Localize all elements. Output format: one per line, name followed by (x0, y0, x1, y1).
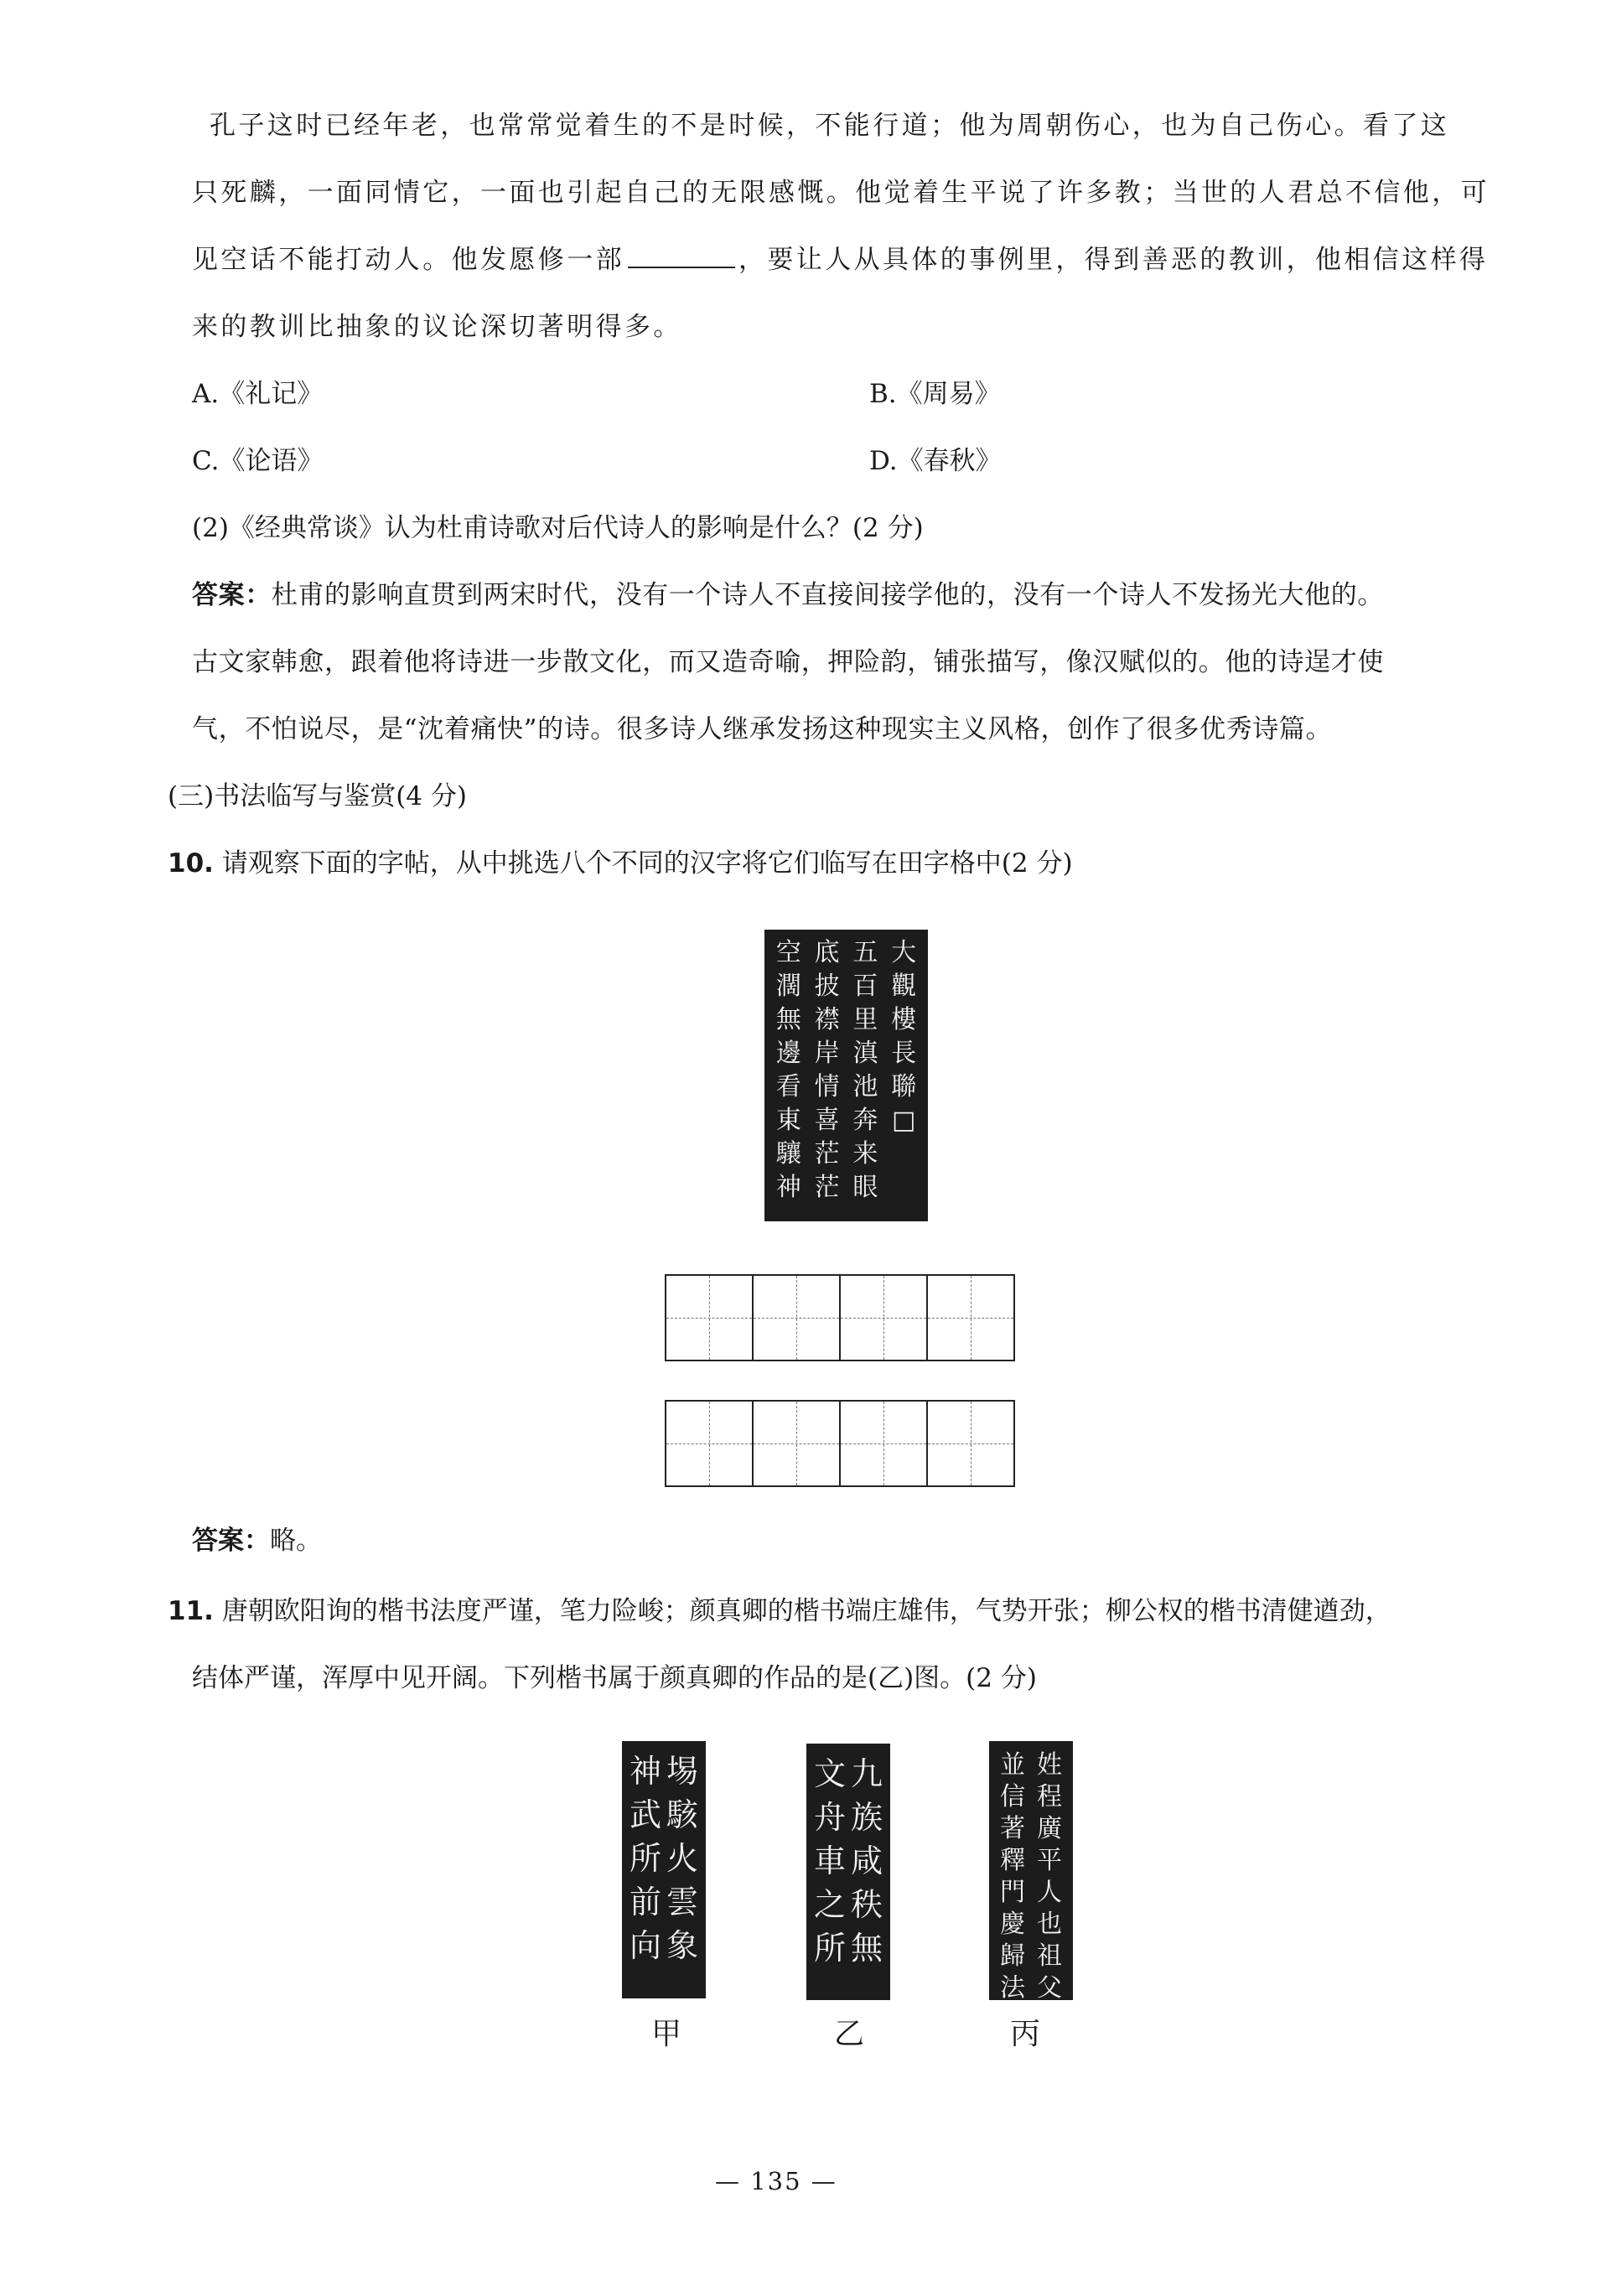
copybook-char: 百 (852, 972, 878, 1001)
tianzige-cell[interactable] (666, 1402, 754, 1485)
copybook-column-2 (847, 936, 885, 1215)
figure-column (1000, 1749, 1025, 2003)
copybook-char: 濶 (775, 972, 801, 1001)
q9-2-question: (2)《经典常谈》认为杜甫诗歌对后代诗人的影响是什么？(2 分) (192, 513, 924, 543)
copybook-char: 長 (891, 1039, 917, 1068)
figure-char: 所 (629, 1840, 661, 1877)
figure-char: 埸 (666, 1753, 698, 1790)
answer-label: 答案： (192, 580, 272, 610)
figure-char: 廣 (1037, 1814, 1062, 1843)
figure-column (630, 1749, 661, 1990)
figure-char: 釋 (1000, 1846, 1025, 1875)
figure-char: 秩 (850, 1886, 883, 1923)
figure-char: 人 (1037, 1878, 1062, 1907)
figure-column (1037, 1749, 1062, 2003)
figure-char: 咸 (850, 1843, 883, 1879)
copybook-char: 大 (891, 938, 917, 967)
copybook-char: 無 (775, 1005, 801, 1034)
answer-text: 杜甫的影响直贯到两宋时代，没有一个诗人不直接间接学他的，没有一个诗人不发扬光大他的。 (271, 580, 1385, 610)
copybook-char: 東 (775, 1106, 801, 1135)
figure-char: 九 (850, 1755, 883, 1792)
figure-char: 信 (1000, 1782, 1025, 1811)
passage-line-3 (192, 243, 1488, 277)
copybook-column-1 (884, 936, 923, 1215)
figure-char: 車 (813, 1843, 846, 1879)
figure-char: 法 (1000, 1973, 1025, 2003)
calligraphy-figure-jia (622, 1741, 706, 1998)
figure-label-bing: 丙 (1010, 2017, 1041, 2051)
q9-2-answer-line-2: 古文家韩愈，跟着他将诗进一步散文化，而又造奇喻，押险韵，铺张描写，像汉赋似的。他的诗逞才使 (192, 647, 1384, 677)
figure-char: 父 (1037, 1973, 1062, 2003)
copybook-char: 岸 (814, 1039, 840, 1068)
question-number: 10. (168, 848, 214, 878)
q11-line-1 (168, 1594, 1391, 1628)
figure-char: 舟 (813, 1799, 846, 1836)
figure-char: 也 (1037, 1910, 1062, 1939)
figure-char: 火 (666, 1840, 698, 1877)
figure-char: 文 (813, 1755, 846, 1792)
copybook-char: 里 (852, 1005, 878, 1034)
tianzige-cell[interactable] (928, 1402, 1013, 1485)
tianzige-row-2 (665, 1400, 1015, 1487)
copybook-char: 空 (775, 938, 801, 967)
copybook-char: 披 (814, 972, 840, 1001)
figure-char: 族 (850, 1799, 883, 1836)
copybook-char: 情 (814, 1072, 840, 1101)
figure-char: 神 (629, 1753, 661, 1790)
calligraphy-figure-yi (806, 1744, 890, 2000)
figure-char: 並 (1000, 1750, 1025, 1780)
figure-char: 象 (666, 1927, 698, 1964)
q10-line (168, 847, 1073, 880)
passage-line-3-after: ，要让人从具体的事例里，得到善恶的教训，他相信这样得 (738, 245, 1489, 275)
copybook-char: 喜 (814, 1106, 840, 1135)
figure-char: 程 (1037, 1782, 1062, 1811)
figure-char: 慶 (1000, 1910, 1025, 1939)
copybook-char: 樓 (891, 1005, 917, 1034)
figure-char: 向 (629, 1927, 661, 1964)
q11-line-2: 结体严谨，浑厚中见开阔。下列楷书属于颜真卿的作品的是(乙)图。(2 分) (192, 1663, 1037, 1693)
copybook-char: 邊 (775, 1039, 801, 1068)
option-a: A.《礼记》 (192, 379, 324, 409)
option-d: D.《春秋》 (869, 446, 1002, 476)
q10-answer (192, 1524, 322, 1557)
figure-char: 平 (1037, 1846, 1062, 1875)
tianzige-cell[interactable] (666, 1276, 754, 1360)
figure-char: 姓 (1037, 1750, 1062, 1780)
figure-char: 門 (1000, 1878, 1025, 1907)
question-text: 唐朝欧阳询的楷书法度严谨，笔力险峻；颜真卿的楷书端庄雄伟，气势开张；柳公权的楷书清健遒劲， (221, 1596, 1391, 1626)
copybook-char: 觀 (891, 972, 917, 1001)
calligraphy-copybook (764, 930, 928, 1221)
figure-column (666, 1749, 698, 1990)
section-title: (三)书法临写与鉴赏(4 分) (168, 781, 467, 811)
copybook-char: 来 (852, 1139, 878, 1169)
tianzige-cell[interactable] (754, 1276, 841, 1360)
tianzige-cell[interactable] (754, 1402, 841, 1485)
figure-char: 前 (629, 1884, 661, 1920)
answer-blank (628, 243, 735, 268)
figure-char: 武 (629, 1796, 661, 1833)
figure-char: 無 (850, 1930, 883, 1967)
copybook-char: □ (891, 1106, 916, 1135)
option-c: C.《论语》 (192, 446, 324, 476)
tianzige-cell[interactable] (928, 1276, 1013, 1360)
figure-label-yi: 乙 (834, 2017, 865, 2051)
passage-line-3-before: 见空话不能打动人。他发愿修一部 (192, 245, 624, 275)
figure-column (814, 1752, 846, 1992)
question-number: 11. (168, 1596, 214, 1626)
copybook-char: 聯 (891, 1072, 917, 1101)
copybook-char: 五 (852, 938, 878, 967)
copybook-char: 茫 (814, 1173, 840, 1202)
figure-char: 著 (1000, 1814, 1025, 1843)
passage-line-1: 孔子这时已经年老，也常常觉着生的不是时候，不能行道；他为周朝伤心，也为自己伤心。看了这 (210, 111, 1450, 141)
figure-char: 祖 (1037, 1941, 1062, 1971)
copybook-char: 奔 (852, 1106, 878, 1135)
option-b: B.《周易》 (869, 379, 1001, 409)
passage-line-2: 只死麟，一面同情它，一面也引起自己的无限感慨。他觉着生平说了许多教；当世的人君总不信他，可 (192, 178, 1490, 208)
copybook-char: 茫 (814, 1139, 840, 1169)
copybook-char: 眼 (852, 1173, 878, 1202)
copybook-column-3 (808, 936, 847, 1215)
copybook-char: 襟 (814, 1005, 840, 1034)
copybook-char: 神 (775, 1173, 801, 1202)
copybook-column-4 (769, 936, 808, 1215)
answer-text: 略。 (270, 1526, 322, 1556)
figure-char: 駭 (666, 1796, 698, 1833)
copybook-char: 看 (775, 1072, 801, 1101)
figure-char: 雲 (666, 1884, 698, 1920)
calligraphy-figure-bing (989, 1741, 1073, 2003)
q9-2-answer-line-1 (192, 578, 1384, 612)
tianzige-row-1 (665, 1274, 1015, 1361)
answer-label: 答案： (192, 1526, 270, 1556)
figure-char: 歸 (1000, 1941, 1025, 1971)
q9-2-answer-line-3: 气，不怕说尽，是“沈着痛快”的诗。很多诗人继承发扬这种现实主义风格，创作了很多优秀诗篇。 (192, 714, 1333, 744)
copybook-char: 滇 (852, 1039, 878, 1068)
figure-label-jia: 甲 (651, 2017, 682, 2051)
figure-column (851, 1752, 883, 1992)
copybook-char: 底 (814, 938, 840, 967)
copybook-char: 驤 (775, 1139, 801, 1169)
tianzige-cell[interactable] (841, 1276, 928, 1360)
figure-char: 之 (813, 1886, 846, 1923)
figure-char: 所 (813, 1930, 846, 1967)
passage-line-4: 来的教训比抽象的议论深切著明得多。 (192, 312, 682, 342)
copybook-char: 池 (852, 1072, 878, 1101)
page-number: — 135 — (715, 2167, 837, 2195)
question-text: 请观察下面的字帖，从中挑选八个不同的汉字将它们临写在田字格中(2 分) (221, 848, 1073, 878)
tianzige-cell[interactable] (841, 1402, 928, 1485)
